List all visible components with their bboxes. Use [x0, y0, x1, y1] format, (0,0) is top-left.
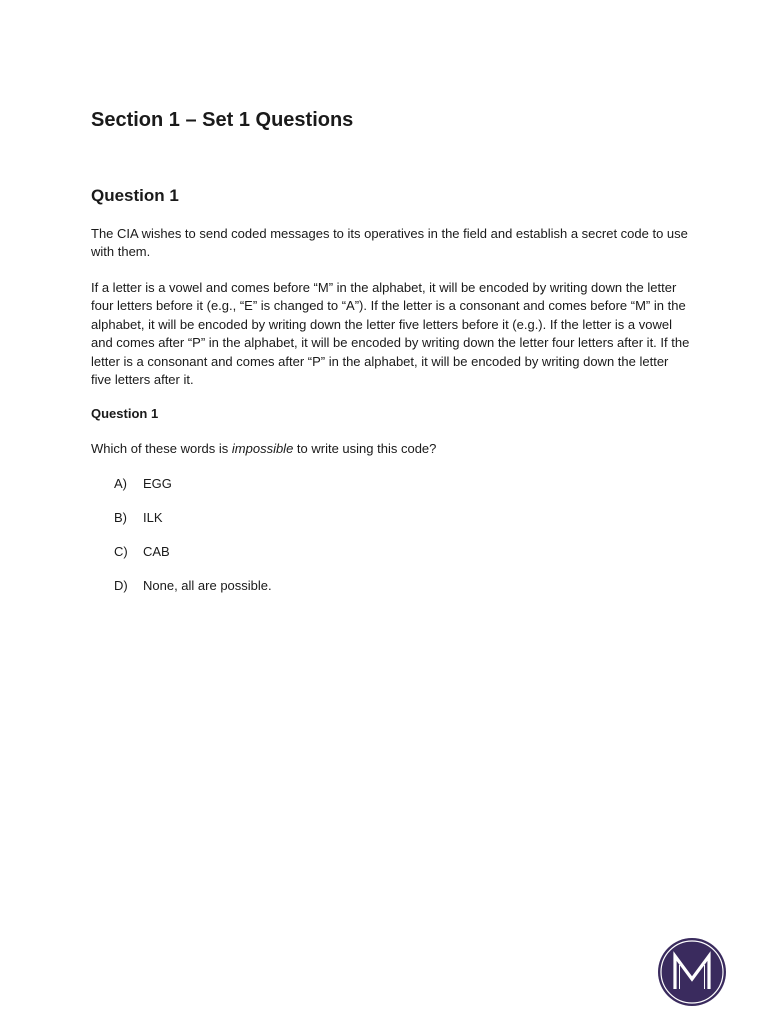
prompt-text-before: Which of these words is	[91, 441, 232, 456]
section-title: Section 1 – Set 1 Questions	[91, 109, 354, 131]
answer-options	[114, 475, 272, 611]
m-monogram-logo-icon	[657, 937, 727, 1007]
option-text: ILK	[143, 510, 163, 525]
passage-paragraph-2: If a letter is a vowel and comes before “M” in the alphabet, it will be encoded by writing down the letter four letters before it (e.g., “E” is changed to “A”). If the letter is a consonant and comes before “M” in the alphabet, it will be encoded by writing down the letter five letters before it (e.g.). If the letter is a vowel and comes after “P” in the alphabet, it will be encoded by writing down the letter four letters after it. If the letter is a consonant and comes after “P” in the alphabet, it will be encoded by writing down the letter five letters after it.	[91, 280, 690, 388]
question-prompt	[91, 440, 436, 458]
answer-option-b	[114, 509, 272, 543]
answer-option-c	[114, 543, 272, 577]
prompt-text-after: to write using this code?	[293, 441, 437, 456]
question-sub-heading: Question 1	[91, 406, 159, 421]
prompt-emphasis: impossible	[231, 441, 294, 456]
option-text: EGG	[143, 476, 172, 491]
answer-option-d	[114, 577, 272, 611]
passage-paragraph-1: The CIA wishes to send coded messages to its operatives in the field and establish a secret code to use with them.	[91, 226, 688, 260]
question-heading: Question 1	[91, 186, 179, 205]
option-text: None, all are possible.	[143, 578, 272, 593]
answer-option-a	[114, 475, 272, 509]
option-letter: B)	[114, 510, 127, 525]
option-letter: D)	[114, 578, 128, 593]
option-letter: C)	[114, 544, 128, 559]
option-text: CAB	[143, 544, 170, 559]
option-letter: A)	[114, 476, 127, 491]
